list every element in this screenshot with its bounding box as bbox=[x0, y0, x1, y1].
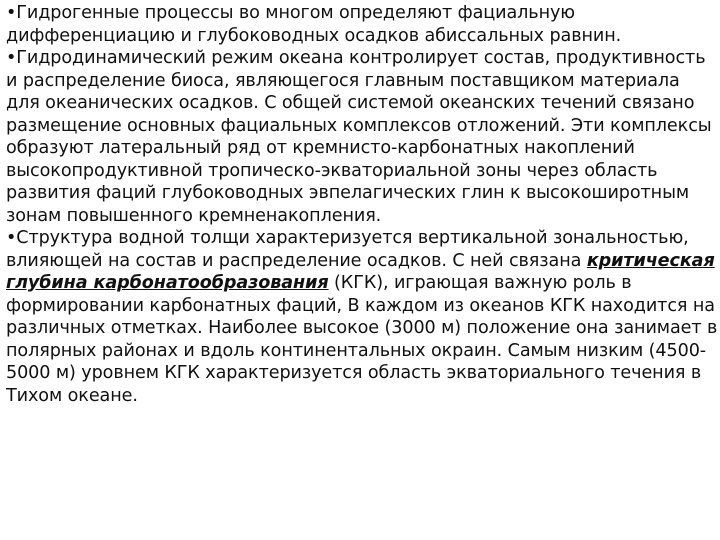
paragraph-hydrogenic: •Гидрогенные процессы во многом определяют фациальную дифференциацию и глубоководных осадков абиссальных равнин. bbox=[6, 3, 622, 46]
ccd-term-emphasis: критическая глубина карбонатообразования bbox=[6, 250, 715, 293]
water-column-text-start: •Структура водной толщи характеризуется вертикальной зональностью, влияющей на состав и распределение осадков. С ней связана bbox=[6, 228, 689, 271]
paragraph-water-column bbox=[6, 227, 718, 407]
paragraph-hydrodynamic: •Гидродинамический режим океана контролирует состав, продуктивность и распределение биоса, являющегося главным поставщиком материала для океанических осадков. С общей системой океанских течений связано размещение основных фациальных комплексов отложений. Эти комплексы образуют латеральный ряд от кремнисто-карбонатных накоплений высокопродуктивной тропическо-экваториальной зоны через область развития фаций глубоководных эвпелагических глин к высокоширотным зонам повышенного кремненакопления. bbox=[6, 48, 712, 226]
slide-body bbox=[6, 2, 718, 407]
water-column-text-end: (КГК), играющая важную роль в формировании карбонатных фаций, В каждом из океанов КГК находится на различных отметках. Наиболее высокое (3000 м) положение она занимает в полярных районах и вдоль континентальных окраин. Самым низким (4500-5000 м) уровнем КГК характеризуется область экваториального течения в Тихом океане. bbox=[6, 273, 718, 406]
